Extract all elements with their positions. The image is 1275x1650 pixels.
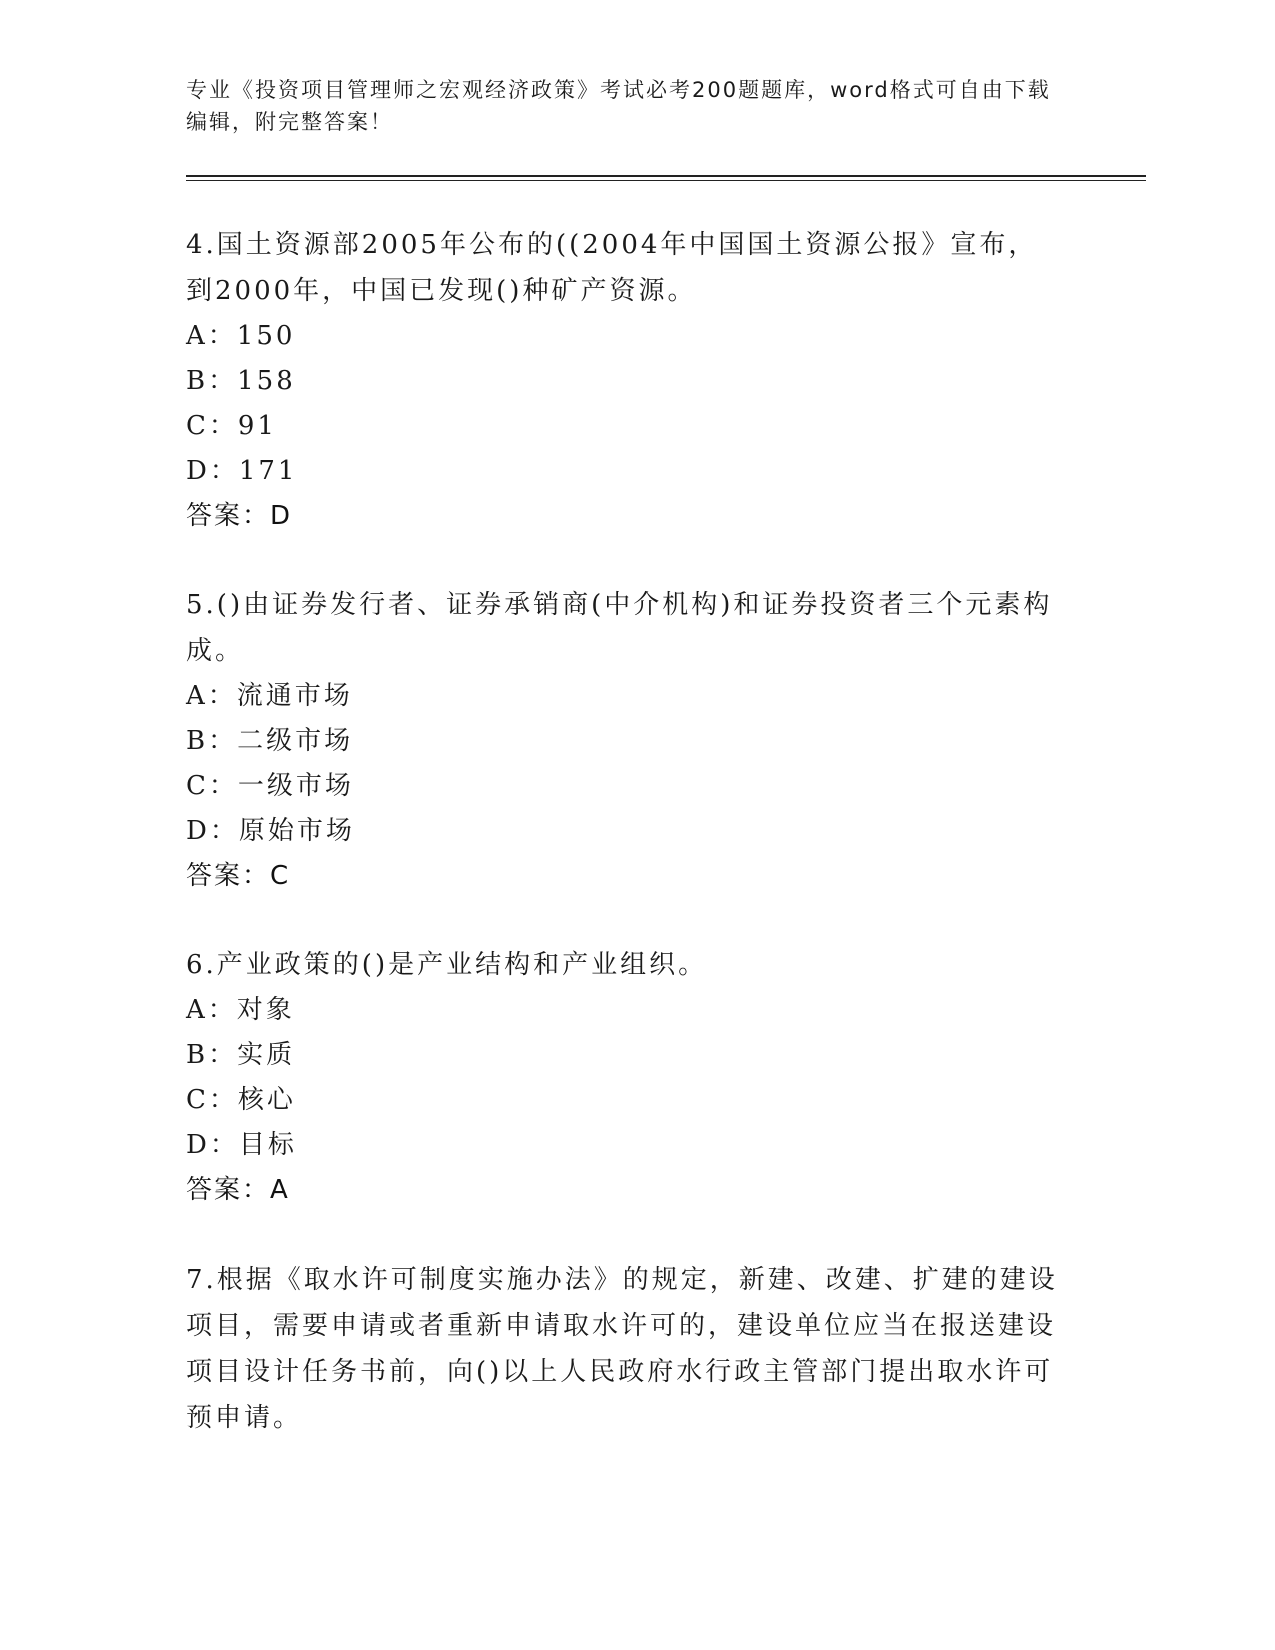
option-c: C：91: [186, 411, 277, 441]
document-header-intro: 专业《投资项目管理师之宏观经济政策》考试必考200题题库，word格式可自由下载编辑，附完整答案！: [186, 78, 1051, 134]
option-c: C：一级市场: [186, 771, 354, 801]
question-7: [186, 1257, 1066, 1441]
option-d: D：目标: [186, 1130, 297, 1160]
question-stem: 6.产业政策的()是产业结构和产业组织。: [186, 950, 708, 980]
question-4: [186, 222, 1066, 539]
option-b: B：158: [186, 366, 296, 396]
option-a: A：对象: [186, 995, 295, 1025]
header-divider-thin: [186, 180, 1146, 181]
question-5: [186, 582, 1066, 899]
option-b: B：二级市场: [186, 726, 354, 756]
option-a: A：150: [186, 321, 296, 351]
question-stem: 5.()由证券发行者、证券承销商(中介机构)和证券投资者三个元素构成。: [186, 590, 1053, 666]
option-a: A：流通市场: [186, 681, 353, 711]
answer-label: 答案：A: [186, 1175, 290, 1205]
option-c: C：核心: [186, 1085, 296, 1115]
answer-label: 答案：C: [186, 861, 291, 891]
question-stem: 4.国土资源部2005年公布的((2004年中国国土资源公报》宣布，到2000年，中国已发现()种矿产资源。: [186, 230, 1038, 306]
question-stem: 7.根据《取水许可制度实施办法》的规定，新建、改建、扩建的建设项目，需要申请或者重新申请取水许可的，建设单位应当在报送建设项目设计任务书前，向()以上人民政府水行政主管部门提出取水许可预申请。: [186, 1265, 1058, 1433]
option-d: D：171: [186, 456, 298, 486]
header-divider-thick: [186, 175, 1146, 177]
option-b: B：实质: [186, 1040, 296, 1070]
question-6: [186, 942, 1066, 1213]
option-d: D：原始市场: [186, 816, 355, 846]
answer-label: 答案：D: [186, 501, 293, 531]
